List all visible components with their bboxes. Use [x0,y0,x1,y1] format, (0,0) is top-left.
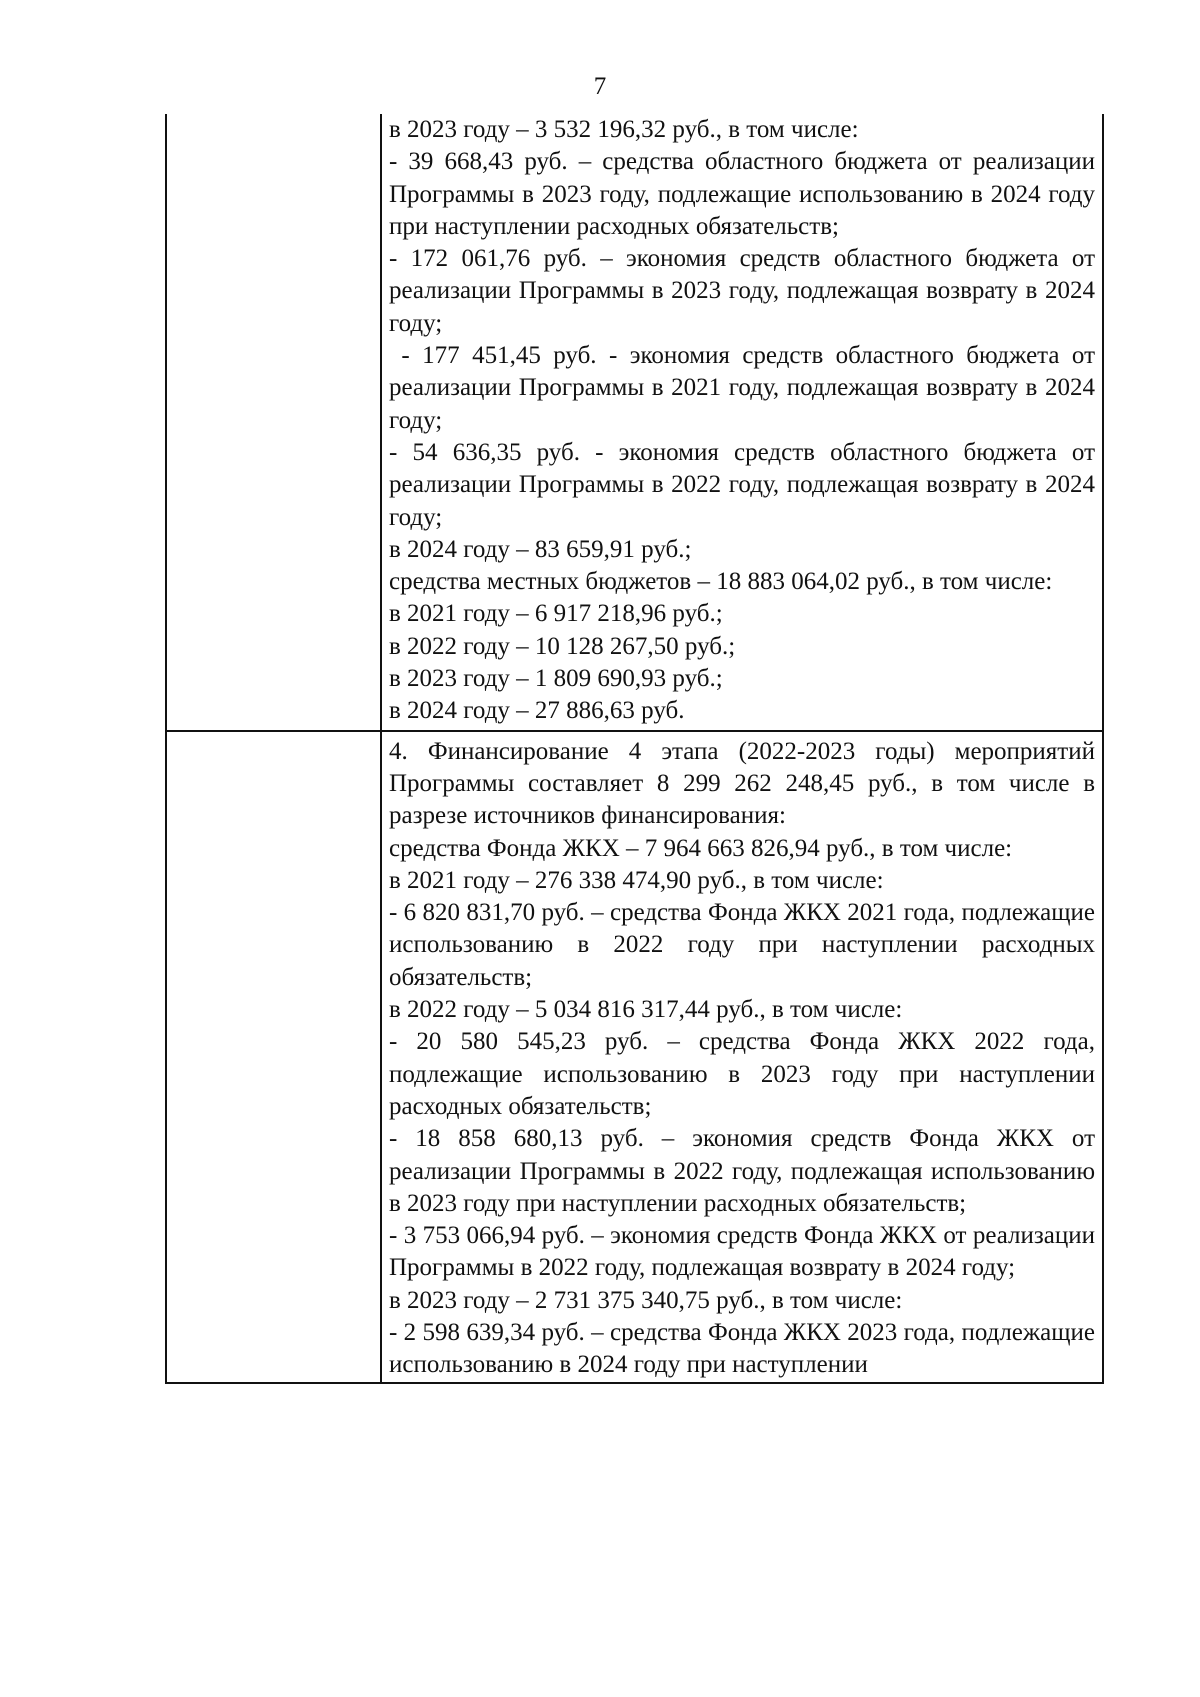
paragraph: - 2 598 639,34 руб. – средства Фонда ЖКХ 2023 года, подлежащие использованию в 2024 году при наступлении [389,1318,1095,1379]
table-cell-right [381,731,1103,1383]
cell-text-block [389,114,1102,730]
paragraph: - 54 636,35 руб. - экономия средств областного бюджета от реализации Программы в 2022 году, подлежащая возврату в 2024 году; [389,438,1095,531]
paragraph: средства Фонда ЖКХ – 7 964 663 826,94 руб., в том числе: [389,834,1013,862]
table-row [166,114,1103,731]
paragraph: - 3 753 066,94 руб. – экономия средств Фонда ЖКХ от реализации Программы в 2022 году, подлежащая возврату в 2024 году; [389,1222,1095,1282]
paragraph: в 2021 году – 6 917 218,96 руб.; [389,600,723,628]
paragraph: в 2024 году – 27 886,63 руб. [389,697,685,725]
paragraph: в 2021 году – 276 338 474,90 руб., в том числе: [389,866,884,894]
paragraph: средства местных бюджетов – 18 883 064,02 руб., в том числе: [389,568,1053,596]
table-cell-right [381,114,1103,731]
paragraph: - 20 580 545,23 руб. – средства Фонда ЖКХ 2022 года, подлежащие использованию в 2023 году при наступлении расходных обязательств; [389,1028,1095,1120]
paragraph: в 2022 году – 5 034 816 317,44 руб., в том числе: [389,996,903,1024]
table-cell-left [166,114,381,731]
table-cell-left [166,731,381,1383]
paragraph: в 2024 году – 83 659,91 руб.; [389,535,692,563]
paragraph: в 2022 году – 10 128 267,50 руб.; [389,632,736,660]
cell-text-block [389,732,1095,1382]
paragraph: - 177 451,45 руб. - экономия средств областного бюджета от реализации Программы в 2021 году, подлежащая возврату в 2024 году; [389,342,1102,434]
paragraph: 4. Финансирование 4 этапа (2022-2023 годы) мероприятий Программы составляет 8 299 262 248,45 руб., в том числе в разрезе источников финансирования: [389,737,1095,830]
table-row [166,731,1103,1383]
paragraph: - 18 858 680,13 руб. – экономия средств Фонда ЖКХ от реализации Программы в 2022 году, подлежащая использованию в 2023 году при наступлении расходных обязательств; [389,1125,1095,1217]
paragraph: - 172 061,76 руб. – экономия средств областного бюджета от реализации Программы в 2023 году, подлежащая возврату в 2024 году; [389,245,1095,337]
financing-table [165,114,1104,1384]
paragraph: - 39 668,43 руб. – средства областного бюджета от реализации Программы в 2023 году, подлежащие использованию в 2024 году при наступлении расходных обязательств; [389,148,1095,240]
paragraph: в 2023 году – 1 809 690,93 руб.; [389,665,723,693]
paragraph: в 2023 году – 2 731 375 340,75 руб., в том числе: [389,1286,903,1314]
paragraph: в 2023 году – 3 532 196,32 руб., в том числе: [389,116,859,143]
page-number: 7 [593,73,607,100]
paragraph: - 6 820 831,70 руб. – средства Фонда ЖКХ 2021 года, подлежащие использованию в 2022 году при наступлении расходных обязательств; [389,899,1095,991]
